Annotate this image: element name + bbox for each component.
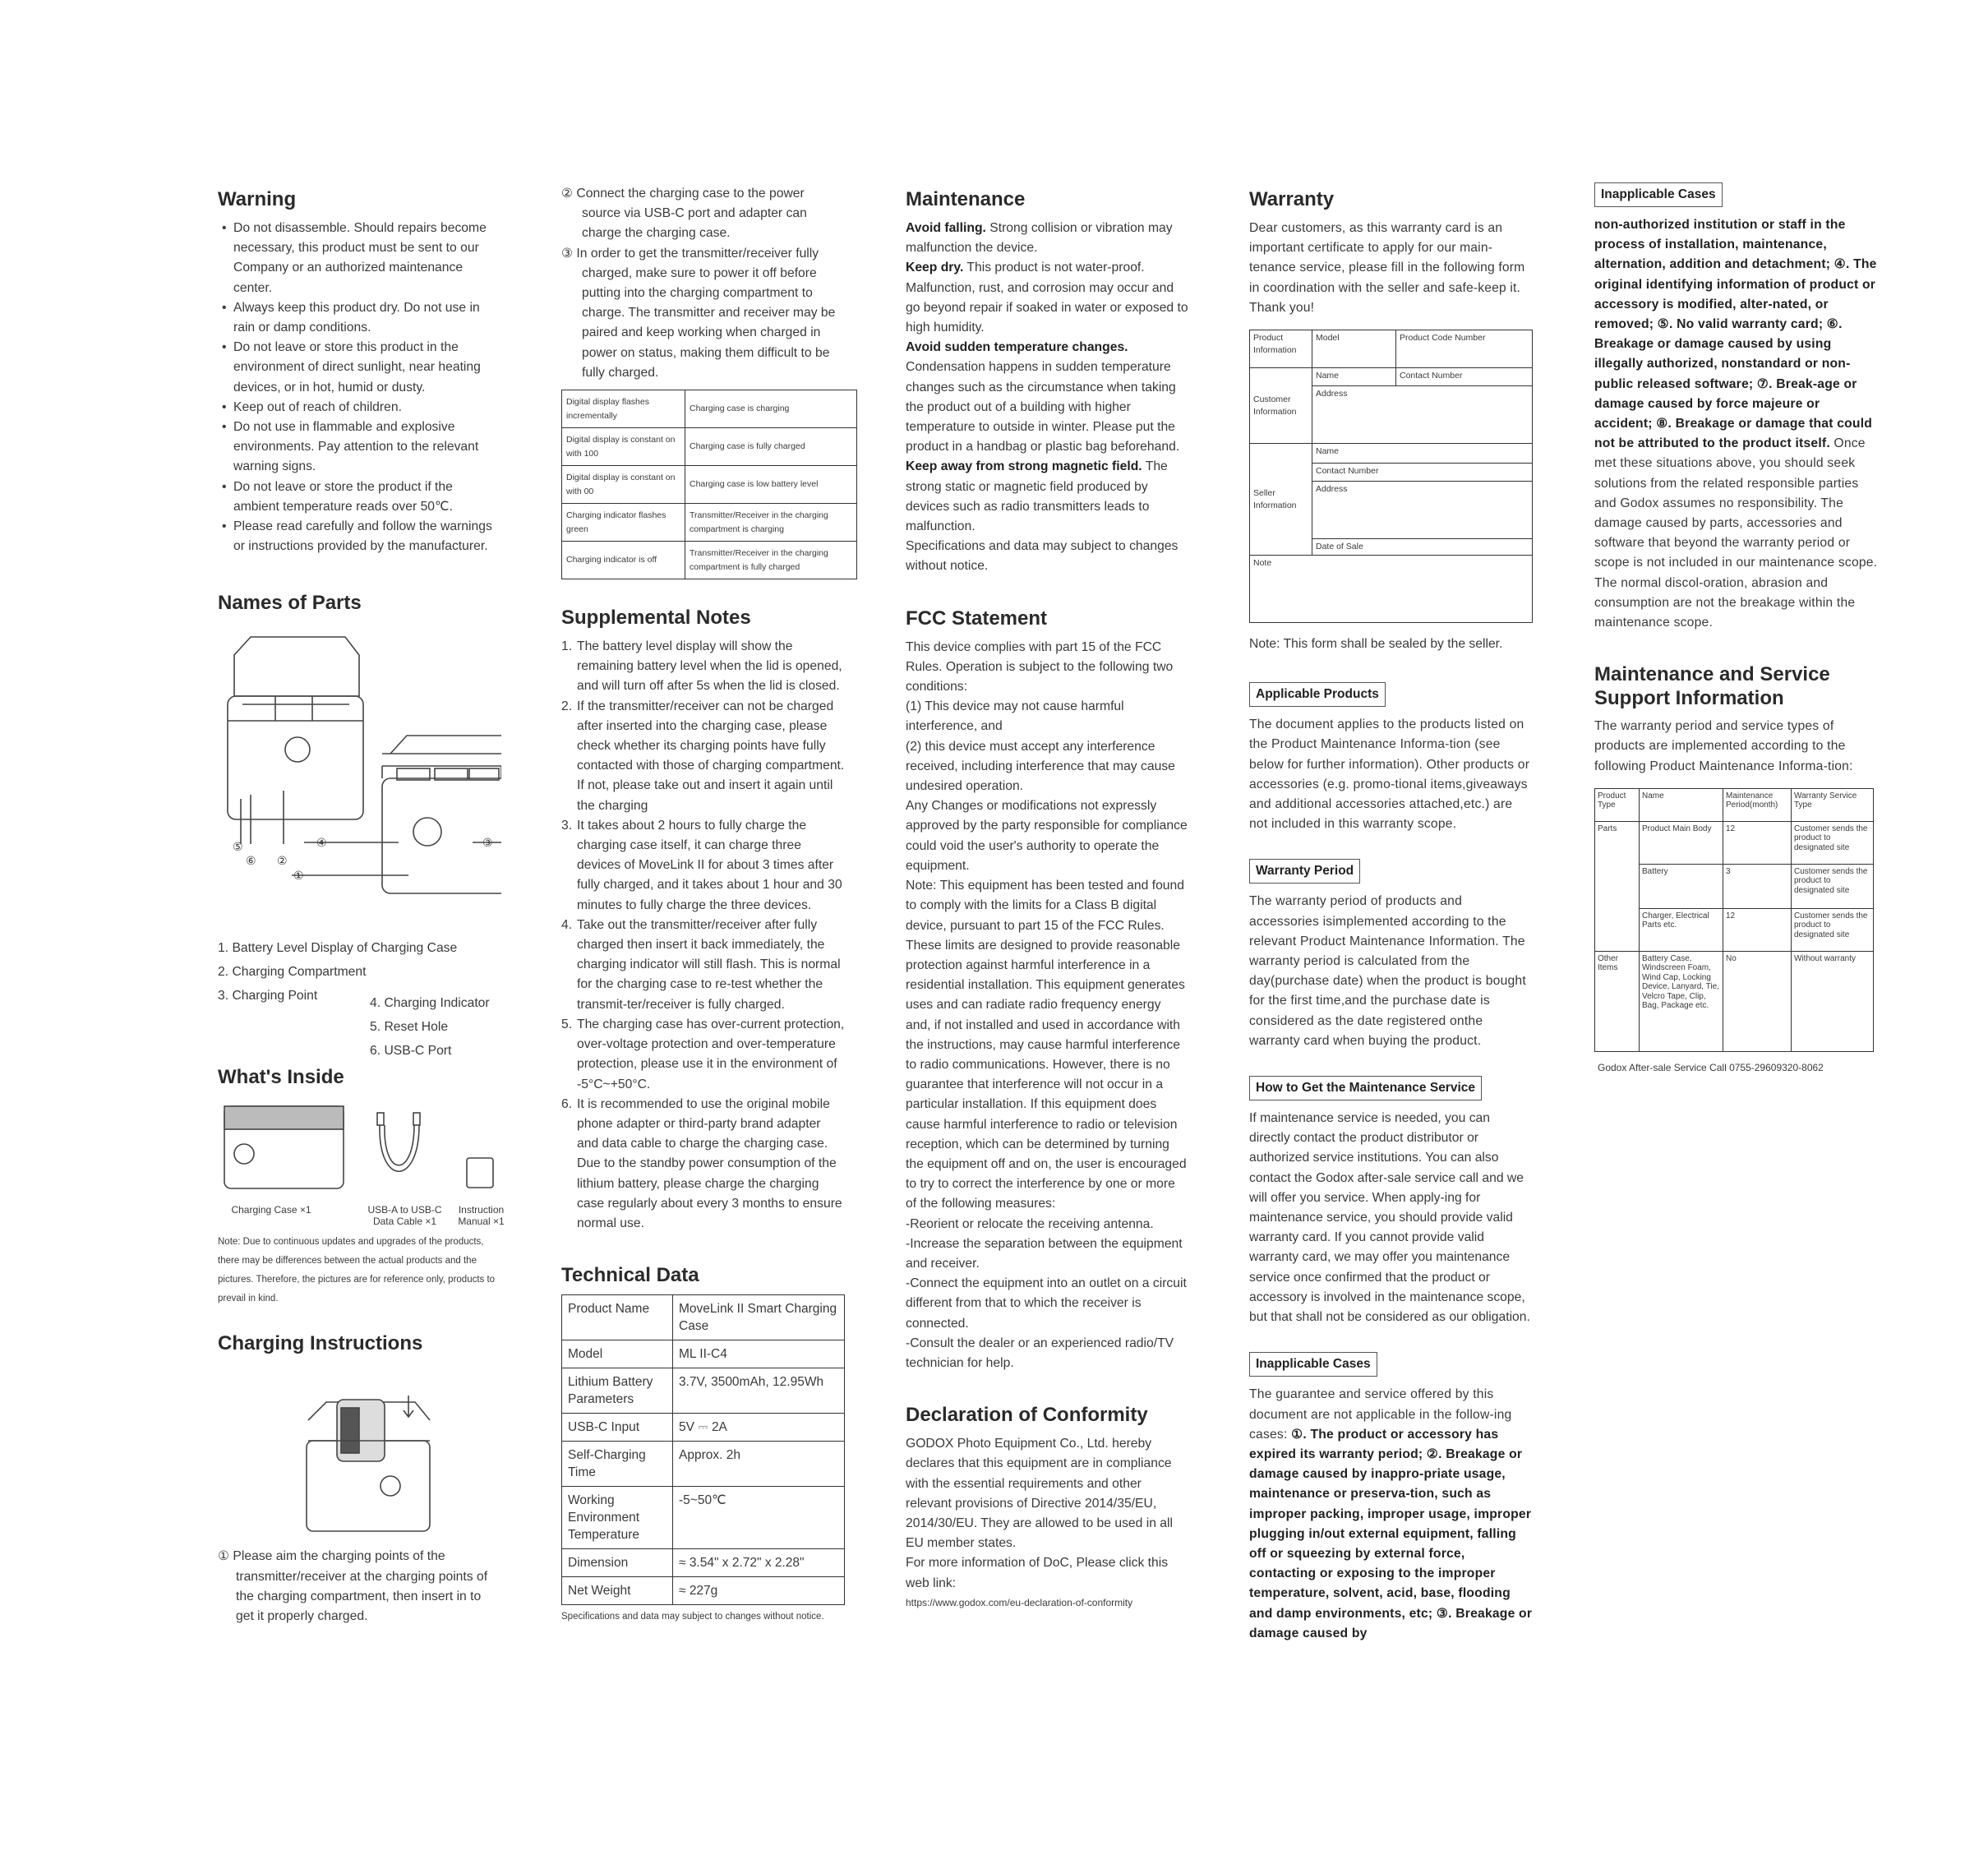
charging-illustration <box>218 1363 501 1539</box>
doc-title: Declaration of Conformity <box>906 1404 1148 1427</box>
list-item: 5. The charging case has over-current protection, over-voltage protection and over-temperature protection, please use it in the environment of -5°C~+50°C. <box>561 1017 845 1091</box>
list-item: • Please read carefully and follow the warnings or instructions provided by the manufacturer. <box>218 517 501 556</box>
callout-1: ① <box>293 869 304 883</box>
table-row: Working Environment Temperature -5~50℃ <box>562 1487 845 1549</box>
callout-3: ③ <box>482 836 493 850</box>
column-3 <box>906 187 1189 1612</box>
table-row: Dimension ≈ 3.54" x 2.72" x 2.28" <box>562 1549 845 1577</box>
list-item: • Do not disassemble. Should repairs become necessary, this product must be sent to our Company or an authorized maintenance center. <box>218 219 501 298</box>
fcc-title: FCC Statement <box>906 607 1048 630</box>
charging-step-1: ① Please aim the charging points of the transmitter/receiver at the charging points of the charging compartment, then insert in to get it properly charged. <box>218 1549 488 1624</box>
table-row: Digital display is constant on with 100 Charging case is fully charged <box>562 428 857 466</box>
inside-item-label: Charging Case ×1 <box>231 1204 311 1216</box>
maintenance-text <box>906 219 1189 577</box>
callout-2: ② <box>277 854 288 868</box>
fcc-text: This device complies with part 15 of the FCC Rules. Operation is subject to the following two conditions: (1) This device may not cause harmful interference, and (2) this device must accept any interference received, including interference that may cause undesired operation. Any Changes or modifications not expressly approved by the party responsible for compliance could void the user's authority to operate the equipment. Note: This equipment has been tested and found to comply with the limits for a Class B digital device, pursuant to part 15 of the FCC Rules. These limits are designed to provide reasonable protection against harmful interference in a residential installation. This equipment generates uses and can radiate radio frequency energy and, if not installed and used in accordance with the instructions, may cause harmful interference to radio communications. However, there is no guarantee that interference will not occur in a particular installation. If this equipment does cause harmful interference to radio or television reception, which can be determined by turning the equipment off and on, the user is encouraged to try to correct the interference by one or more of the following measures: -Reorient or relocate the receiving antenna. -Increase the separation between the equipment and receiver. -Connect the equipment into an outlet on a circuit different from that to which the receiver is connected. -Consult the dealer or an experienced radio/TV technician for help. <box>906 639 1188 1370</box>
maintenance-para: Avoid falling. Strong collision or vibration may malfunction the device. <box>906 221 1173 256</box>
period-text: The warranty period of products and accessories isimplemented according to the relevant Product Maintenance Information. The warranty period is calculated from the day(purchase date) when the product is bought for the first time,and the purchase date is considered as the date registered onthe warranty card when buying the product. <box>1249 894 1526 1048</box>
supplemental-list <box>561 637 845 1234</box>
list-item: 4. Take out the transmitter/receiver after fully charged then insert it back immediately, the charging indicator will still flash. This is normal for the charging case to re-test whether the transmit-ter/receiver is fully charged. <box>561 917 841 1012</box>
parts-illustration <box>218 622 501 967</box>
maintenance-para: Avoid sudden temperature changes. Condensation happens in sudden temperature changes such as the circumstance when taking the product out of a building with higher temperature to outside in winter. Please put the product in a handbag or plastic bag beforehand. <box>906 340 1180 454</box>
table-row: Digital display flashes incrementally Charging case is charging <box>562 390 857 428</box>
parts-list-item: 1. Battery Level Display of Charging Case <box>218 941 458 956</box>
table-row: Charging indicator is off Transmitter/Receiver in the charging compartment is fully charged <box>562 542 857 579</box>
charging-step-2: ② Connect the charging case to the power source via USB-C port and adapter can charge the charging case. <box>561 187 807 241</box>
column-1 <box>218 187 505 1626</box>
callout-6: ⑥ <box>246 854 256 868</box>
maintenance-para: Keep dry. This product is not water-proof. Malfunction, rust, and corrosion may occur and go beyond repair if soaked in water or exposed to high humidity. <box>906 261 1188 335</box>
table-row: Self-Charging Time Approx. 2h <box>562 1442 845 1487</box>
period-title: Warranty Period <box>1249 859 1360 884</box>
list-item: • Do not leave or store the product if the ambient temperature reads over 50℃. <box>218 478 501 517</box>
parts-list-item: 2. Charging Compartment <box>218 965 367 980</box>
status-table <box>561 390 857 579</box>
applicable-title: Applicable Products <box>1249 682 1386 707</box>
parts-list-item: 4. Charging Indicator <box>370 996 490 1011</box>
parts-list-item: 5. Reset Hole <box>370 1020 449 1035</box>
callout-5: ⑤ <box>233 840 243 854</box>
howto-text: If maintenance service is needed, you can directly contact the product distributor or authorized service institutions. You can also contact the Godox after-sale service call and we will offer you service. When apply-ing for maintenance service, you should provide valid warranty card. If you cannot provide valid warranty card, we may offer you maintenance service once confirmed that the product or accessory is involved in the maintenance scope, but that shall not be considered as our obligation. <box>1249 1111 1530 1325</box>
table-row: Lithium Battery Parameters 3.7V, 3500mAh, 12.95Wh <box>562 1368 845 1414</box>
inside-items <box>218 1096 505 1236</box>
table-row: Product Name MoveLink II Smart Charging Case <box>562 1295 845 1340</box>
table-row: Product Type Name Maintenance Period(month) Warranty Service Type <box>1595 788 1874 821</box>
applicable-text: The document applies to the products listed on the Product Maintenance Informa-tion (see below for further information). Other products or accessories (e.g. promo-tional items,giveaways and additional accessories attached,etc.) are not included in this warranty scope. <box>1249 717 1530 832</box>
inside-item-label: USB-A to USB-C Data Cable ×1 <box>367 1204 442 1228</box>
maintenance-para: Keep away from strong magnetic field. The strong static or magnetic field produced by devices such as radio transmitters leads to malfunction. <box>906 459 1168 534</box>
list-item: 6. It is recommended to use the original mobile phone adapter or third-party brand adapter and data cable to charge the charging case. Due to the standby power consumption of the lithium battery, please charge the charging case regularly about every 3 months to ensure normal use. <box>561 1096 842 1230</box>
doc-text: GODOX Photo Equipment Co., Ltd. hereby declares that this equipment are in compliance with the essential requirements and other relevant provisions of Directive 2014/35/EU, 2014/30/EU. They are allowed to be used in all EU member states. For more information of DoC, Please click this web link: <box>906 1437 1174 1590</box>
callout-4: ④ <box>316 836 327 850</box>
maintenance-tail: Specifications and data may subject to changes without notice. <box>906 539 1179 574</box>
technical-note: Specifications and data may subject to changes without notice. <box>561 1612 824 1622</box>
table-row: Digital display is constant on with 00 Charging case is low battery level <box>562 466 857 504</box>
column-4 <box>1249 187 1533 1644</box>
charging-title: Charging Instructions <box>218 1332 423 1355</box>
inapplicable-text-continued: non-authorized institution or staff in the process of installation, maintenance, alternation, addition and detachment; ④. The original identifying information of product or accessory is modified, alter-nated, or removed; ⑤. No valid warranty card; ⑥. Breakage or damage caused by using illegally authorized, nonstandard or non-public released software; ⑦. Break-age or damage caused by force majeure or accident; ⑧. Breakage or damage that could not be attributed to the product itself. Once met these situations above, you should seek solutions from the related responsible parties and Godox assumes no responsibility. The damage caused by parts, accessories and software that beyond the warranty period or scope is not included in our maintenance scope. The normal discol-oration, abrasion and consumption are not the breakage within the maintenance scope. <box>1594 218 1878 630</box>
technical-title: Technical Data <box>561 1264 699 1287</box>
table-row: USB-C Input 5V ⎓ 2A <box>562 1414 845 1442</box>
list-item: • Do not leave or store this product in the environment of direct sunlight, near heating devices, or in hot, humid or dusty. <box>218 338 501 398</box>
warranty-intro: Dear customers, as this warranty card is an important certificate to apply for our main-tenance service, please fill in the following form in coordination with the seller and safe-keep it. Thank you! <box>1249 221 1525 315</box>
list-item: 1. The battery level display will show the remaining battery level when the lid is opened, and will turn off after 5s when the lid is closed. <box>561 639 842 694</box>
support-title: Maintenance and Service Support Information <box>1594 663 1830 710</box>
list-item: • Do not use in flammable and explosive environments. Pay attention to the relevant warning signs. <box>218 418 501 478</box>
service-call: Godox After-sale Service Call 0755-29609320-8062 <box>1598 1061 1824 1073</box>
technical-table <box>561 1294 845 1605</box>
table-row: Parts Product Main Body 12 Customer sends the product to designated site <box>1595 821 1874 864</box>
howto-title: How to Get the Maintenance Service <box>1249 1076 1482 1100</box>
inside-item-label: Instruction Manual ×1 <box>458 1204 505 1228</box>
list-item: • Keep out of reach of children. <box>218 398 501 418</box>
maintenance-title: Maintenance <box>906 188 1026 210</box>
support-text: The warranty period and service types of products are implemented according to the following Product Maintenance Informa-tion: <box>1594 719 1853 773</box>
parts-title: Names of Parts <box>218 592 362 615</box>
inapplicable-text: The guarantee and service offered by this document are not applicable in the follow-ing cases: ①. The product or accessory has expired its warranty period; ②. Breakage or damage caused by inappro-priate usage, maintenance or preserva-tion, such as improper packing, improper usage, improper plugging in/out external equipment, falling off or squeezing by external force, contacting or exposing to the improper temperature, solvent, acid, base, flooding and damp environments, etc; ③. Breakage or damage caused by <box>1249 1387 1533 1640</box>
list-item: 2. If the transmitter/receiver can not be charged after inserted into the charging case, please check whether its charging points have fully contacted with those of charging compartment. If not, please take out and insert it again until the charging <box>561 699 845 813</box>
inside-note: Note: Due to continuous updates and upgrades of the products, there may be differences between the actual products and the pictures. Therefore, the pictures are for reference only, products to prevail in kind. <box>218 1237 496 1304</box>
list-item: • Always keep this product dry. Do not use in rain or damp conditions. <box>218 298 501 338</box>
warning-list <box>218 219 501 556</box>
list-item: 3. It takes about 2 hours to fully charge the charging case itself, it can charge three devices of MoveLink II for about 3 times after fully charged, and it takes about 1 hour and 30 minutes to fully charge the three devices. <box>561 818 842 912</box>
parts-list-item: 6. USB-C Port <box>370 1044 452 1059</box>
table-row: Model ML II-C4 <box>562 1340 845 1368</box>
parts-list <box>218 939 501 1059</box>
column-5 <box>1594 187 1878 1077</box>
parts-list-item: 3. Charging Point <box>218 989 318 1004</box>
charging-step-3: ③ In order to get the transmitter/receiver fully charged, make sure to power it off before putting into the charging compartment to charge. The transmitter and receiver may be paired and keep working when charged in power on status, making them difficult to be fully charged. <box>561 246 836 380</box>
table-row: Charger, Electrical Parts etc. 12 Customer sends the product to designated site <box>1595 908 1874 951</box>
warranty-form-note: Note: This form shall be sealed by the seller. <box>1249 637 1503 652</box>
table-row: Charging indicator flashes green Transmitter/Receiver in the charging compartment is charging <box>562 504 857 542</box>
inapplicable-title: Inapplicable Cases <box>1249 1352 1377 1377</box>
inside-title: What's Inside <box>218 1066 344 1089</box>
inapplicable-title-continued: Inapplicable Cases <box>1594 182 1723 207</box>
table-row: Other Items Battery Case, Windscreen Foam, Wind Cap, Locking Device, Lanyard, Tie, Velcro Tape, Clip, Bag, Package etc. No Without warranty <box>1595 951 1874 1051</box>
supplemental-title: Supplemental Notes <box>561 607 751 630</box>
table-row: Net Weight ≈ 227g <box>562 1577 845 1605</box>
warranty-title: Warranty <box>1249 188 1335 210</box>
doc-link[interactable]: https://www.godox.com/eu-declaration-of-conformity <box>906 1596 1133 1608</box>
table-row: Battery 3 Customer sends the product to designated site <box>1595 864 1874 908</box>
warranty-form: Product Information Model Product Code Number Customer Information Name Contact Number Address Seller Information Name Contact Number Address Date of Sale Note <box>1249 330 1533 623</box>
warning-title: Warning <box>218 188 297 210</box>
column-2 <box>561 187 845 1626</box>
inside-illustration <box>218 1096 501 1199</box>
maintenance-info-table <box>1594 788 1874 1052</box>
